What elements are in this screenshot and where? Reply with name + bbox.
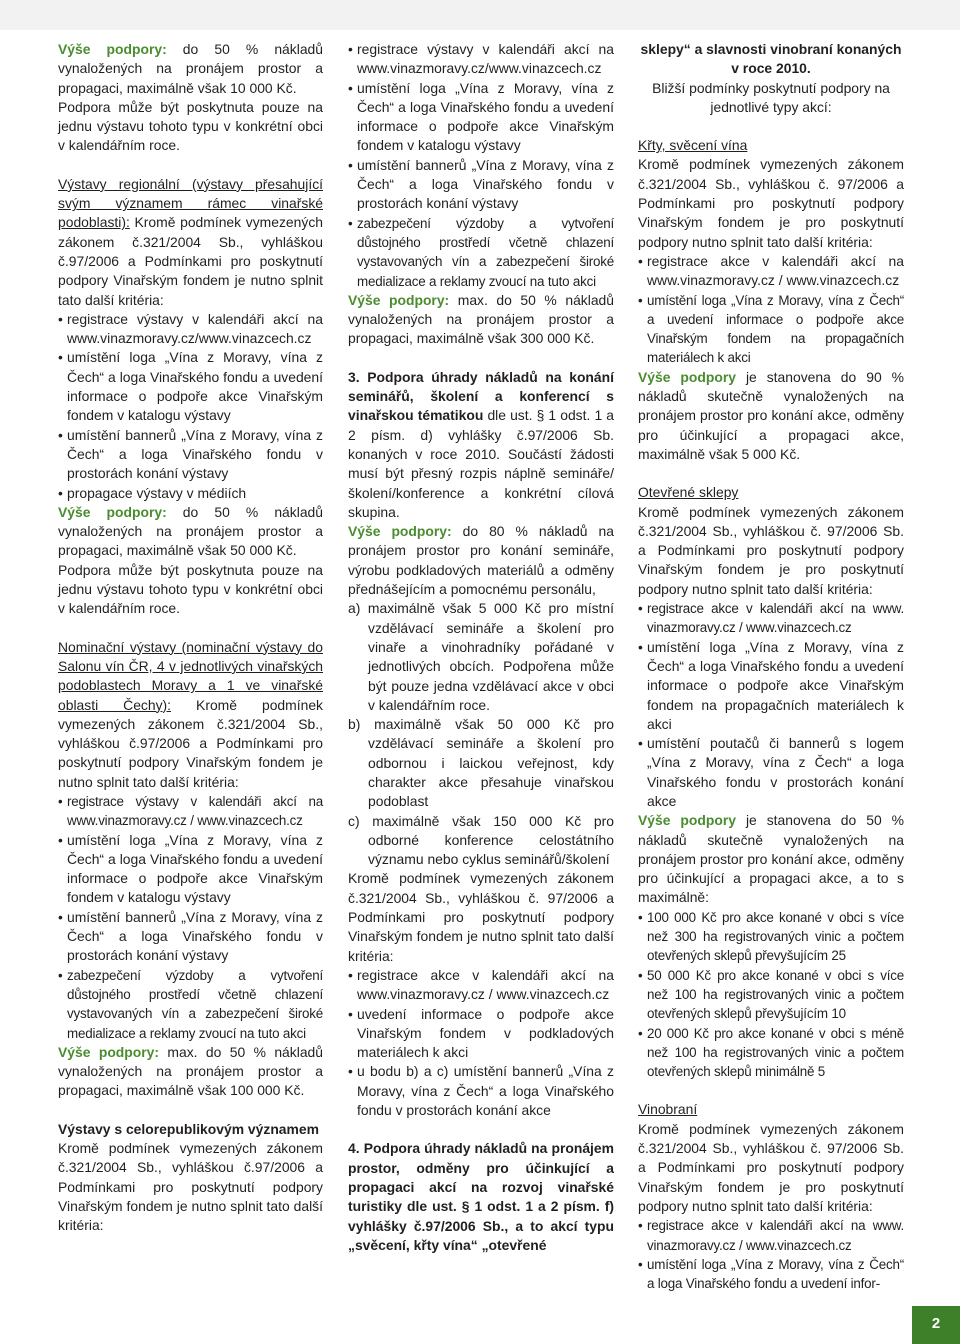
paragraph bbox=[58, 175, 323, 310]
bullet-item: • u bodu b) a c) umístění bannerů „Vína z Moravy, vína z Čech“ a loga Vinařského fondu v prostorách konání akce bbox=[348, 1062, 614, 1120]
bullet-item: • zabezpečení výzdoby a vytvoření důstojného prostředí včetně chlazení vystavovaných vín a zabezpečení široké medializace a reklamy zvoucí na tuto akci bbox=[58, 966, 323, 1043]
paragraph-text: do 50 % nákladů vynaložených na pronájem prostor a propagaci, maximálně však 10 000 Kč. bbox=[58, 41, 323, 96]
paragraph bbox=[58, 1043, 323, 1101]
intro-paragraph: Bližší podmínky poskytnutí podpory na jednotlivé typy akcí: bbox=[652, 79, 890, 115]
bullet-item: • umístění poutačů či bannerů s logem „Vína z Moravy, vína z Čech“ a loga Vinařského fondu v prostorách konání akce bbox=[638, 734, 904, 811]
support-heading: Výše podpory bbox=[638, 368, 736, 385]
support-heading: Výše podpory: bbox=[58, 41, 167, 57]
bullet-item: • umístění loga „Vína z Moravy, vína z Čech“ a loga Vinařského fondu a uvedení informace o podpoře akce Vinařským fondem v katalogu výstavy bbox=[348, 79, 614, 156]
paragraph-text: je stanovena do 50 % nákladů skutečně vynaložených na pronájem prostor pro konání akce, odměny pro účinkující a propagaci akce, a to s maximálně: bbox=[638, 812, 904, 906]
paragraph-text: je stanovena do 90 % nákladů skutečně vynaložených na pronájem prostor pro konání akce, odměny pro účinkující a propagaci akce, maximálně však 5 000 Kč. bbox=[638, 368, 904, 462]
bullet-item: • 50 000 Kč pro akce konané v obci s více než 100 ha registrovaných vinic a počtem otevřených sklepů převyšujícím 10 bbox=[638, 966, 904, 1024]
bullet-item: • umístění bannerů „Vína z Moravy, vína z Čech“ a loga Vinařského fondu v prostorách konání výstavy bbox=[348, 156, 614, 214]
section-title: Podpora úhrady nákladů na konání seminářů, školení a konferencí s vinařskou tématikou bbox=[348, 368, 614, 424]
section-heading: Vinobraní bbox=[638, 1101, 698, 1118]
bullet-item: • uvedení informace o podpoře akce Vinařským fondem v podkladových materiálech k akci bbox=[348, 1005, 614, 1063]
paragraph bbox=[58, 638, 323, 792]
paragraph: Kromě podmínek vymezených zákonem č.321/2004 Sb., vyhláškou č. 97/2006 a Podmínkami pro poskytnutí podpory Vinařským fondem je nutno splnit tato další kritéria: bbox=[348, 870, 614, 964]
bullet-item: • registrace výstavy v kalendáři akcí na www.vinazmoravy.cz/www.vinazcech.cz bbox=[58, 310, 323, 349]
paragraph-text: Kromě podmínek vymezených zákonem č.321/2004 Sb., vyhláškou č.97/2006 a Podmínkami pro poskytnutí podpory Vinařským fondem je nutno splnit tato další kritéria: bbox=[58, 696, 323, 790]
lettered-item: c) maximálně však 150 000 Kč pro odborné konference celostátního významu nebo cyklus seminářů/školení bbox=[348, 812, 614, 868]
bullet-item: • umístění loga „Vína z Moravy, vína z Čech“ a loga Vinařského fondu a uvedení informace o podpoře akce Vinařským fondem v katalogu výstavy bbox=[58, 348, 323, 425]
support-heading: Výše podpory: bbox=[348, 291, 450, 308]
paragraph: Kromě podmínek vymezených zákonem č.321/2004 Sb., vyhláškou č. 97/2006 a Podmínkami pro poskytnutí podpory Vinařským fondem je pro poskytnutí podpory nutno splnit tato další kritéria: bbox=[638, 156, 904, 250]
bullet-item: • 20 000 Kč pro akce konané v obci s méně než 100 ha registrovaných vinic a počtem otevřených sklepů minimálně 5 bbox=[638, 1024, 904, 1082]
support-heading: Výše podpory: bbox=[58, 1043, 160, 1060]
bullet-item: • registrace výstavy v kalendáři akcí na www.vinazmoravy.cz / www.vinazcech.cz bbox=[58, 792, 323, 831]
lettered-item: a) maximálně však 5 000 Kč pro místní vzdělávací semináře a školení pro vinaře a vinohradníky pořádané v jednotlivých obcích. Podpořena může být pouze jedna vzdělávací akce v obci v kalendářním roce. bbox=[348, 600, 614, 713]
section-heading: Výstavy s celorepublikovým významem bbox=[58, 1120, 319, 1137]
paragraph-text: Kromě podmínek vymezených zákonem č.321/2004 Sb., vyhláškou č.97/2006 a Podmínkami pro poskytnutí podpory Vinařským fondem je nutno splnit tato další kritéria: bbox=[58, 214, 323, 308]
paragraph bbox=[348, 291, 614, 349]
bullet-item: • registrace akce v kalendáři akcí na www. vinazmoravy.cz / www.vinazcech.cz bbox=[638, 599, 904, 638]
section-number: 3. bbox=[348, 368, 360, 385]
column-2 bbox=[348, 40, 614, 1255]
paragraph: Podpora může být poskytnuta pouze na jednu výstavu tohoto typu v konkrétní obci v kalendářním roce. bbox=[58, 98, 323, 154]
column-3 bbox=[638, 40, 904, 1293]
support-heading: Výše podpory: bbox=[58, 503, 167, 520]
section-heading: Výstavy regionální (výstavy přesahující svým významem rámec vinařské podoblasti): bbox=[58, 175, 323, 231]
bullet-item: • propagace výstavy v médiích bbox=[58, 484, 323, 503]
column-1 bbox=[58, 40, 323, 1236]
bullet-item: • umístění loga „Vína z Moravy, vína z Čech“ a loga Vinařského fondu a uvedení infor- bbox=[638, 1255, 904, 1294]
bullet-item: • registrace akce v kalendáři akcí na www.vinazmoravy.cz / www.vinazcech.cz bbox=[348, 966, 614, 1005]
paragraph: Kromě podmínek vymezených zákonem č.321/2004 Sb., vyhláškou č. 97/2006 Sb. a Podmínkami pro poskytnutí podpory Vinařským fondem je pro poskytnutí podpory nutno splnit tato další kritéria: bbox=[638, 1120, 904, 1214]
bullet-item: • zabezpečení výzdoby a vytvoření důstojného prostředí včetně chlazení vystavovaných vín a zabezpečení široké medializace a reklamy zvoucí na tuto akci bbox=[348, 214, 614, 291]
paragraph-text: dle ust. § 1 odst. 1 a 2 písm. d) vyhlášky č.97/2006 Sb. konaných v roce 2010. Součástí žádosti musí být přesný rozpis náplně semináře/školení/konference a konkrétní cílová skupina. bbox=[348, 407, 614, 520]
page-number-box bbox=[912, 1306, 960, 1344]
bullet-item: • umístění loga „Vína z Moravy, vína z Čech“ a loga Vinařského fondu a uvedení informace o podpoře akce Vinařským fondem v katalogu výstavy bbox=[58, 831, 323, 908]
bullet-item: • 100 000 Kč pro akce konané v obci s více než 300 ha registrovaných vinic a počtem otevřených sklepů převyšujícím 25 bbox=[638, 908, 904, 966]
top-band bbox=[0, 0, 960, 30]
section-heading: Otevřené sklepy bbox=[638, 484, 739, 501]
bullet-item: • registrace výstavy v kalendáři akcí na www.vinazmoravy.cz/www.vinazcech.cz bbox=[348, 40, 614, 79]
page-number: 2 bbox=[931, 1315, 941, 1332]
support-heading: Výše podpory bbox=[638, 812, 736, 829]
section-number: 4. bbox=[348, 1140, 360, 1157]
bullet-item: • umístění loga „Vína z Moravy, vína z Čech“ a loga Vinařského fondu a uvedení informace o podpoře akce Vinařským fondem na propagačních materiálech k akci bbox=[638, 638, 904, 734]
bullet-item: • registrace akce v kalendáři akcí na www. vinazmoravy.cz / www.vinazcech.cz bbox=[638, 1216, 904, 1255]
lettered-item: b) maximálně však 50 000 Kč pro vzdělávací semináře a školení pro odbornou i laickou veřejnost, kdy charakter akce přesahuje vinařskou podoblast bbox=[348, 716, 614, 810]
numbered-section bbox=[348, 368, 614, 522]
section-title-continued: sklepy“ a slavnosti vinobraní konaných v roce 2010. bbox=[640, 41, 902, 77]
paragraph-text: do 80 % nákladů na pronájem prostor pro konání semináře, výrobu podkladových materiálů a odměny přednášejícím a pomocnému personálu, bbox=[348, 523, 614, 598]
paragraph-text: max. do 50 % nákladů vynaložených na pronájem prostor a propagaci, maximálně však 100 000 Kč. bbox=[58, 1043, 323, 1099]
paragraph bbox=[58, 40, 323, 98]
paragraph bbox=[638, 811, 904, 907]
section-heading: Křty, svěcení vína bbox=[638, 137, 748, 154]
paragraph-text: max. do 50 % nákladů vynaložených na pronájem prostor a propagaci, maximálně však 300 000 Kč. bbox=[348, 291, 614, 347]
paragraph: Kromě podmínek vymezených zákonem č.321/2004 Sb., vyhláškou č.97/2006 a Podmínkami pro poskytnutí podpory Vinařským fondem je nutno splnit tato další kritéria: bbox=[58, 1140, 323, 1234]
paragraph bbox=[638, 368, 904, 464]
section-heading: Nominační výstavy (nominační výstavy do Salonu vín ČR, 4 v jednotlivých vinařských podoblastech Moravy a 1 ve vinařské oblasti Čechy): bbox=[58, 638, 323, 713]
numbered-section bbox=[348, 1139, 614, 1255]
support-heading: Výše podpory: bbox=[348, 523, 452, 540]
section-title: Podpora úhrady nákladů na pronájem prostor, odměny pro účinkující a propagaci akcí na rozvoj vinařské turistiky dle ust. § 1 odst. 1 a 2 písm. f) vyhlášky č.97/2006 Sb., a to akcí typu „svěcení, křty vína“ „otevřené bbox=[348, 1140, 614, 1253]
paragraph bbox=[58, 503, 323, 561]
bullet-item: • umístění bannerů „Vína z Moravy, vína z Čech“ a loga Vinařského fondu v prostorách konání výstavy bbox=[58, 908, 323, 966]
paragraph bbox=[348, 522, 614, 599]
paragraph: Podpora může být poskytnuta pouze na jednu výstavu tohoto typu v konkrétní obci v kalendářním roce. bbox=[58, 561, 323, 617]
bullet-item: • umístění loga „Vína z Moravy, vína z Čech“ a uvedení informace o podpoře akce Vinařským fondem na propagačních materiálech k akci bbox=[638, 291, 904, 368]
paragraph: Kromě podmínek vymezených zákonem č.321/2004 Sb., vyhláškou č. 97/2006 Sb. a Podmínkami pro poskytnutí podpory Vinařským fondem je pro poskytnutí podpory nutno splnit tato další kritéria: bbox=[638, 503, 904, 597]
paragraph-text: do 50 % nákladů vynaložených na pronájem prostor a propagaci, maximálně však 50 000 Kč. bbox=[58, 503, 323, 559]
bullet-item: • umístění bannerů „Vína z Moravy, vína z Čech“ a loga Vinařského fondu v prostorách konání výstavy bbox=[58, 426, 323, 484]
bullet-item: • registrace akce v kalendáři akcí na www.vinazmoravy.cz / www.vinazcech.cz bbox=[638, 252, 904, 291]
